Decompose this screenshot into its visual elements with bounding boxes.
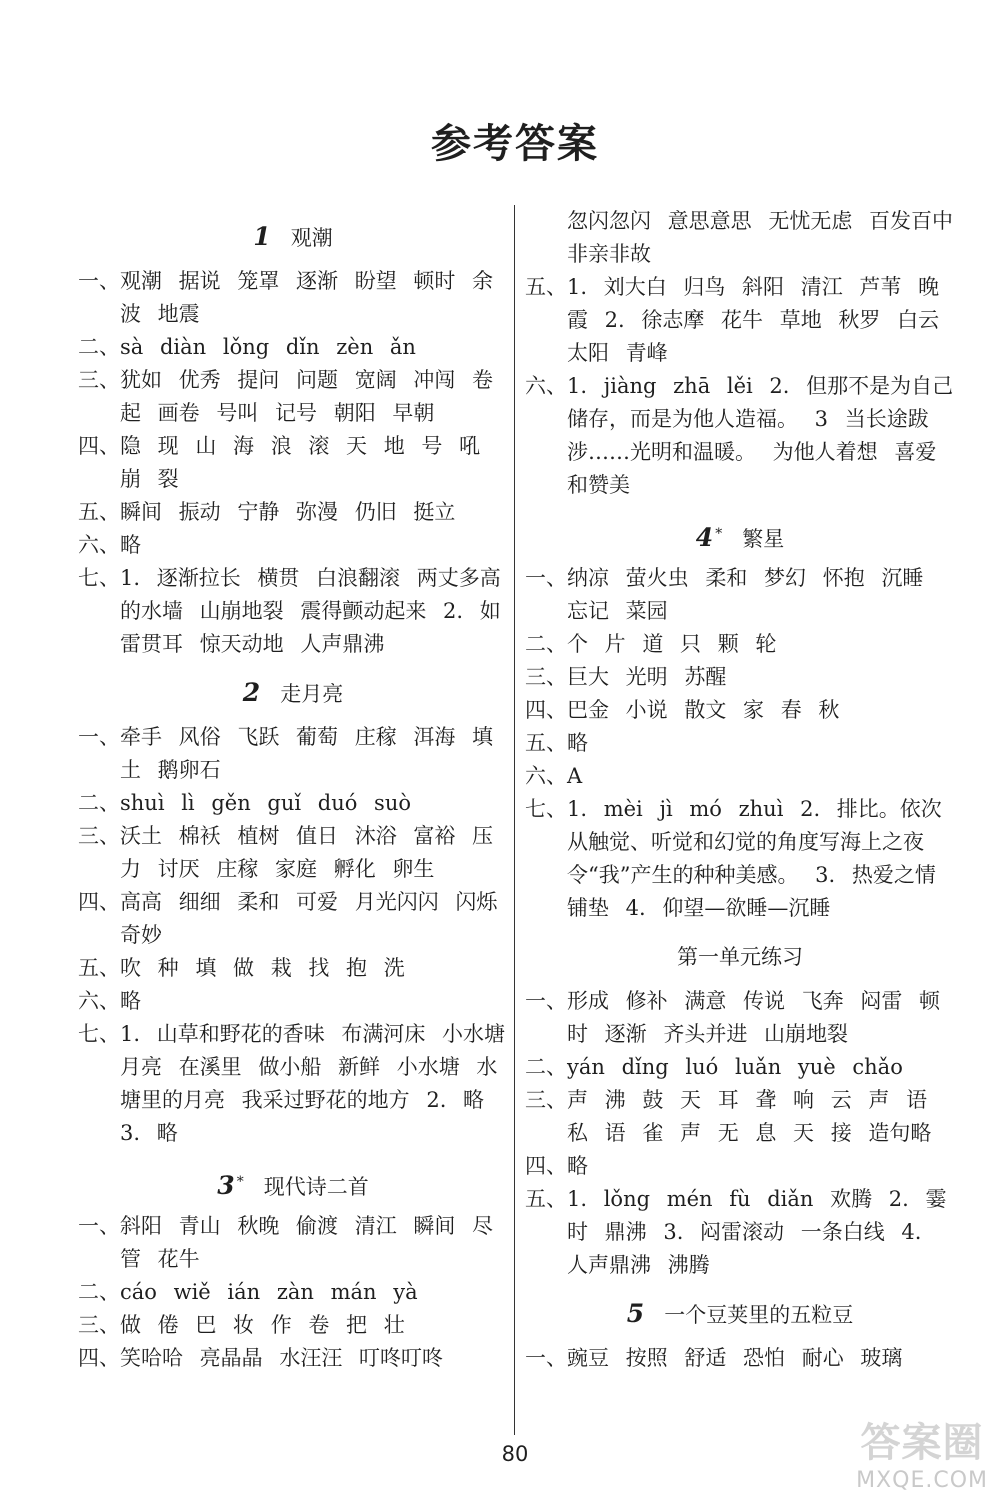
lesson-title: 现代诗二首 <box>263 1175 369 1199</box>
lesson-heading-3 <box>78 1156 508 1208</box>
lesson-title: 观潮 <box>290 226 333 250</box>
answer-line: 五、略 <box>525 731 588 755</box>
answer-line: 三、声 沸 鼓 天 耳 聋 响 云 声 语 私 语 雀 声 无 息 天 接 造句略 <box>525 1088 932 1145</box>
page-title: 参考答案 <box>431 120 599 167</box>
answer-line: 一、斜阳 青山 秋晚 偷渡 清江 瞬间 尽管 花牛 <box>78 1214 494 1271</box>
answer-line-continued: 忽闪忽闪 意思意思 无忧无虑 百发百中 非亲非故 <box>567 209 954 266</box>
lesson-title: 繁星 <box>742 527 785 551</box>
lesson-heading-5 <box>525 1288 955 1340</box>
answer-line: 六、略 <box>78 533 141 557</box>
answer-line: 一、豌豆 按照 舒适 恐怕 耐心 玻璃 <box>525 1346 903 1370</box>
answer-line: 一、纳凉 萤火虫 柔和 梦幻 怀抱 沉睡 忘记 菜园 <box>525 566 924 623</box>
lesson-3-continued <box>525 205 955 502</box>
lesson-number: 2 <box>242 678 261 707</box>
lesson-heading-1 <box>78 211 508 263</box>
answer-line: 五、瞬间 振动 宁静 弥漫 仍旧 挺立 <box>78 500 456 524</box>
lesson-heading-4 <box>525 508 955 560</box>
answer-line: 七、1. 山草和野花的香味 布满河床 小水塘 月亮 在溪里 做小船 新鲜 小水塘 水塘里的月亮 我采过野花的地方 2. 略 3. 略 <box>78 1022 506 1145</box>
unit-exercise-answers <box>525 985 955 1282</box>
answer-line: 四、隐 现 山 海 浪 滚 天 地 号 吼 崩 裂 <box>78 434 481 491</box>
lesson-number: 5 <box>626 1299 645 1328</box>
unit-title: 第一单元练习 <box>677 945 803 969</box>
lesson-title: 一个豆荚里的五粒豆 <box>664 1303 854 1327</box>
answer-line: 五、1. lǒng mén fù diǎn 欢腾 2. 霎时 鼎沸 3. 闷雷滚动 一条白线 4. 人声鼎沸 沸腾 <box>525 1187 947 1277</box>
answer-line: 四、高高 细细 柔和 可爱 月光闪闪 闪烁 奇妙 <box>78 890 498 947</box>
answer-line: 四、笑哈哈 亮晶晶 水汪汪 叮咚叮咚 <box>78 1346 444 1370</box>
answer-line: 六、A <box>525 764 583 788</box>
answer-line: 一、牵手 风俗 飞跃 葡萄 庄稼 洱海 填土 鹅卵石 <box>78 725 494 782</box>
answer-line: 六、1. jiàng zhā lěi 2. 但那不是为自己储存，而是为他人造福。 3 当长途跋涉……光明和温暖。 为他人着想 喜爱和赞美 <box>525 374 954 497</box>
left-column <box>78 205 508 1375</box>
answer-line: 二、cáo wiě ián zàn mán yà <box>78 1280 418 1304</box>
lesson-number: 3 <box>217 1171 235 1200</box>
answer-line: 二、sà diàn lǒng dǐn zèn ǎn <box>78 335 416 359</box>
answer-line: 七、1. mèi jì mó zhuì 2. 排比。依次从触觉、听觉和幻觉的角度写海上之夜令“我”产生的种种美感。 3. 热爱之情 铺垫 4. 仰望—欲睡—沉睡 <box>525 797 942 920</box>
answer-line: 四、略 <box>525 1154 588 1178</box>
watermark-logo: 答案圈 MXQE.COM <box>856 1420 988 1493</box>
answer-line: 五、吹 种 填 做 栽 找 抱 洗 <box>78 956 405 980</box>
answer-line: 六、略 <box>78 989 141 1013</box>
lesson-title: 走月亮 <box>280 682 344 706</box>
answer-line: 二、yán dǐng luó luǎn yuè chǎo <box>525 1055 903 1079</box>
lesson-answers-2 <box>78 721 508 1150</box>
answer-line: 一、形成 修补 满意 传说 飞奔 闷雷 顿时 逐渐 齐头并进 山崩地裂 <box>525 989 941 1046</box>
page-number: 80 <box>501 1442 529 1466</box>
answer-line: 三、做 倦 巴 妆 作 卷 把 壮 <box>78 1313 405 1337</box>
lesson-answers-4 <box>525 562 955 925</box>
answer-line: 三、巨大 光明 苏醒 <box>525 665 727 689</box>
answer-line: 二、shuì lì gěn guǐ duó suò <box>78 791 411 815</box>
answer-line: 一、观潮 据说 笼罩 逐渐 盼望 顿时 余波 地震 <box>78 269 494 326</box>
right-column <box>525 205 955 1375</box>
answer-line: 三、沃土 棉袄 植树 值日 沐浴 富裕 压力 讨厌 庄稼 家庭 孵化 卵生 <box>78 824 494 881</box>
lesson-answers-1 <box>78 265 508 661</box>
lesson-answers-5 <box>525 1342 955 1375</box>
lesson-number: 4 <box>695 523 714 552</box>
lesson-heading-2 <box>78 667 508 719</box>
lesson-answers-3 <box>78 1210 508 1375</box>
answer-line: 四、巴金 小说 散文 家 春 秋 <box>525 698 840 722</box>
unit-exercise-heading <box>525 931 955 983</box>
answer-line: 二、个 片 道 只 颗 轮 <box>525 632 777 656</box>
lesson-number: 1 <box>253 222 271 251</box>
answer-line: 三、犹如 优秀 提问 问题 宽阔 冲闯 卷起 画卷 号叫 记号 朝阳 早朝 <box>78 368 494 425</box>
answer-line: 五、1. 刘大白 归鸟 斜阳 清江 芦苇 晚霞 2. 徐志摩 花牛 草地 秋罗 白云 太阳 青峰 <box>525 275 940 365</box>
answer-line: 七、1. 逐渐拉长 横贯 白浪翻滚 两丈多高的水墙 山崩地裂 震得颤动起来 2. 如雷贯耳 惊天动地 人声鼎沸 <box>78 566 501 656</box>
lesson-star: * <box>236 1174 244 1190</box>
lesson-star: * <box>715 526 723 542</box>
column-divider <box>514 205 515 1435</box>
